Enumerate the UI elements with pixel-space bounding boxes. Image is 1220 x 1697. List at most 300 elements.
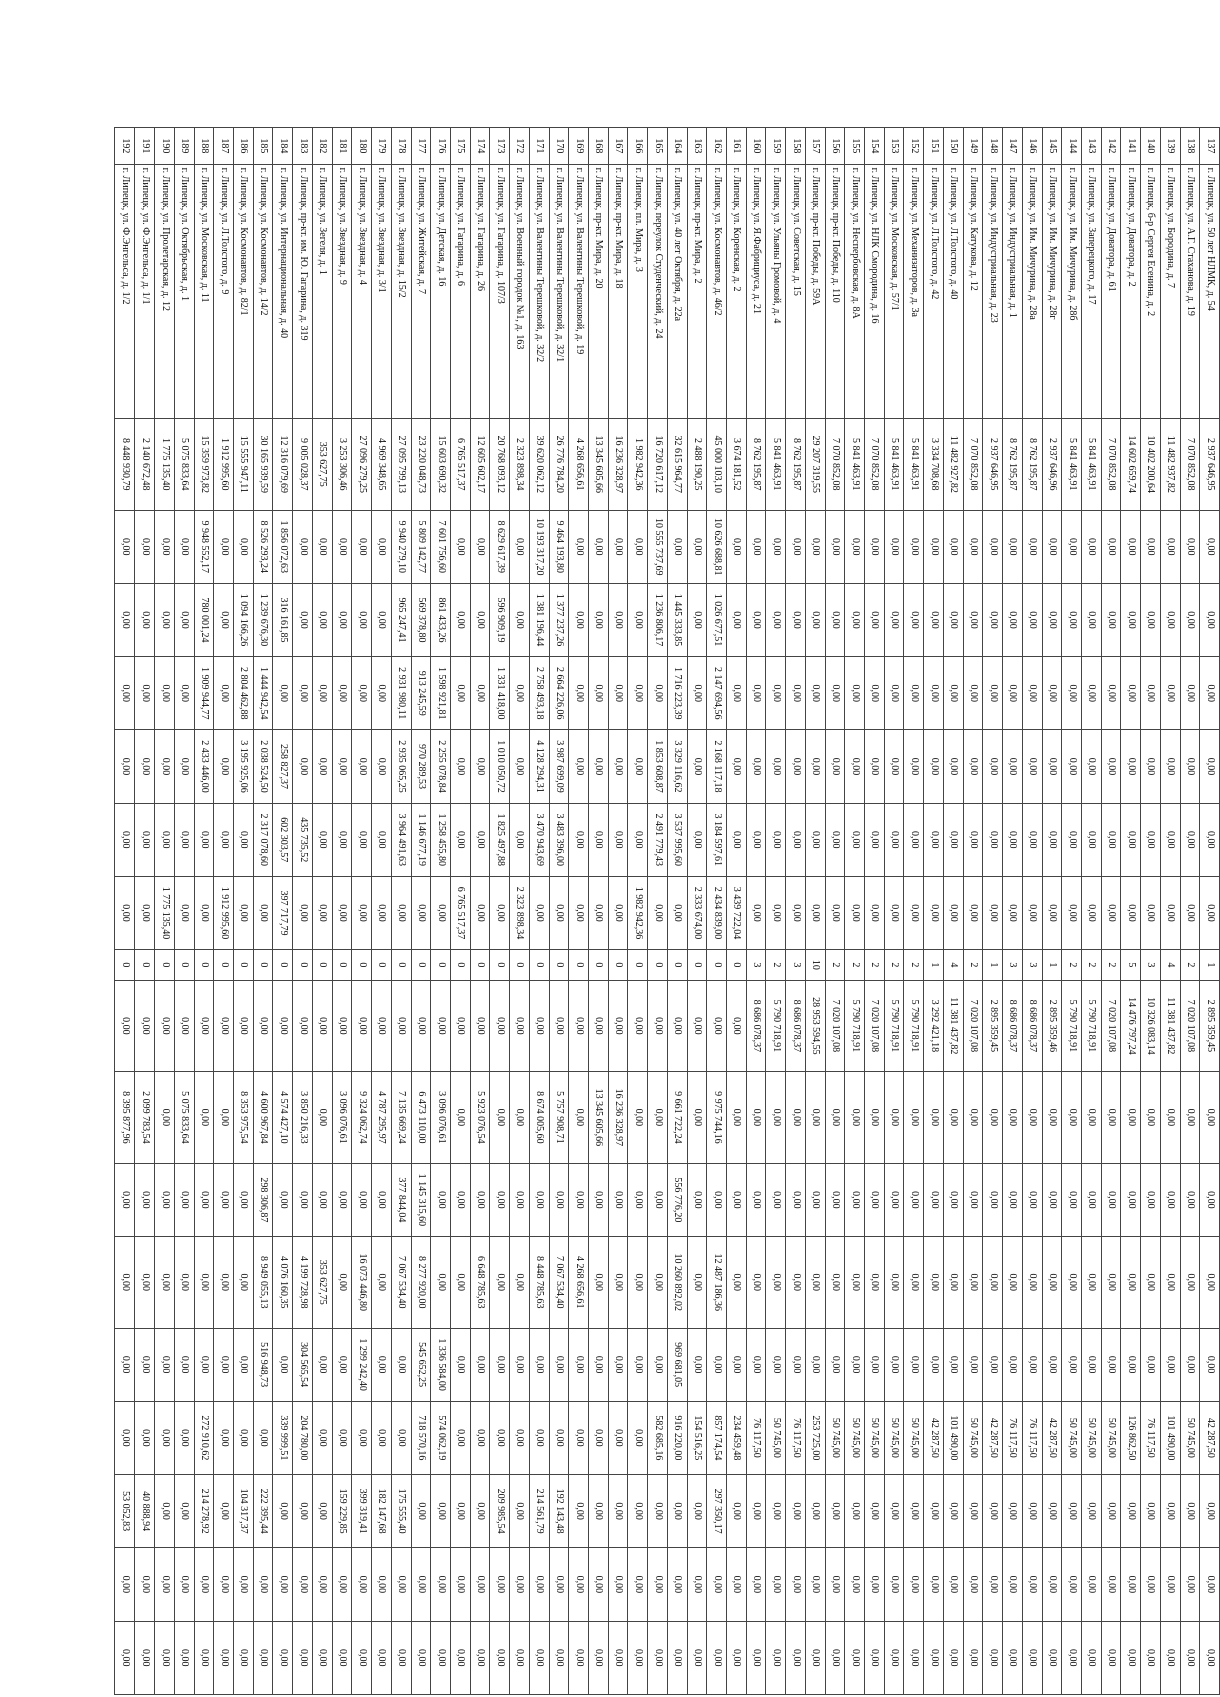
value-cell: 0,00 (115, 1236, 135, 1328)
value-cell: 0,00 (924, 1548, 944, 1621)
value-cell: 0,00 (1042, 1236, 1062, 1328)
value-cell: 0,00 (865, 1328, 885, 1401)
value-cell: 0,00 (510, 730, 530, 803)
value-cell: 0,00 (805, 583, 825, 656)
value-cell: 0,00 (963, 1475, 983, 1548)
address-cell: г. Липецк, ул. Валентины Терешковой, д. 32/2 (529, 164, 549, 418)
value-cell: 0,00 (1121, 876, 1141, 949)
value-cell: 0,00 (983, 803, 1003, 876)
value-cell: 0,00 (115, 1548, 135, 1621)
value-cell: 5 790 718,91 (1081, 980, 1101, 1072)
value-cell: 45 000 103,10 (707, 419, 727, 511)
value-cell: 0,00 (845, 510, 865, 583)
value-cell: 0,00 (115, 657, 135, 730)
row-number: 146 (1022, 128, 1042, 165)
value-cell: 0 (234, 950, 254, 981)
value-cell: 0,00 (904, 1328, 924, 1401)
row-number: 144 (1062, 128, 1082, 165)
value-cell: 0,00 (332, 1621, 352, 1694)
value-cell: 916 220,00 (667, 1401, 687, 1474)
value-cell: 1 775 135,40 (155, 876, 175, 949)
value-cell: 0,00 (174, 1236, 194, 1328)
value-cell: 0,00 (963, 1621, 983, 1694)
table-row (707, 128, 727, 1695)
value-cell: 7 070 852,08 (963, 419, 983, 511)
value-cell: 0,00 (1042, 583, 1062, 656)
value-cell: 0,00 (1003, 1475, 1023, 1548)
value-cell: 0 (549, 950, 569, 981)
value-cell: 0,00 (234, 876, 254, 949)
value-cell: 10 555 737,69 (648, 510, 668, 583)
value-cell: 7 020 107,08 (1180, 980, 1200, 1072)
value-cell: 0,00 (549, 1328, 569, 1401)
value-cell: 0,00 (293, 980, 313, 1072)
value-cell: 0,00 (845, 1163, 865, 1236)
value-cell: 0,00 (372, 510, 392, 583)
value-cell: 397 717,79 (273, 876, 293, 949)
value-cell: 2 804 462,88 (234, 657, 254, 730)
value-cell: 0,00 (707, 1163, 727, 1236)
address-cell: г. Липецк, пр-кт. Мира, д. 20 (589, 164, 609, 418)
value-cell: 9 464 193,80 (549, 510, 569, 583)
value-cell: 0,00 (766, 657, 786, 730)
value-cell: 5 923 076,54 (470, 1072, 490, 1164)
value-cell: 0,00 (608, 1621, 628, 1694)
value-cell: 0,00 (707, 1328, 727, 1401)
address-cell: г. Липецк, ул. Советская, д. 15 (786, 164, 806, 418)
value-cell: 0,00 (155, 1328, 175, 1401)
row-number: 160 (746, 128, 766, 165)
value-cell: 0,00 (608, 1401, 628, 1474)
value-cell: 0,00 (174, 730, 194, 803)
address-cell: г. Липецк, ул. Им. Мичурина, д. 28б (1062, 164, 1082, 418)
table-row (372, 128, 392, 1695)
value-cell: 0,00 (510, 1401, 530, 1474)
value-cell: 0,00 (174, 510, 194, 583)
value-cell: 5 841 463,91 (1081, 419, 1101, 511)
value-cell: 0,00 (1062, 583, 1082, 656)
value-cell: 0,00 (135, 1401, 155, 1474)
value-cell: 40 888,94 (135, 1475, 155, 1548)
value-cell: 6 648 785,63 (470, 1236, 490, 1328)
address-cell: г. Липецк, ул. Космонавтов, д. 82/1 (234, 164, 254, 418)
row-number: 191 (135, 128, 155, 165)
value-cell: 13 345 605,66 (589, 419, 609, 511)
row-number: 157 (805, 128, 825, 165)
value-cell: 0,00 (845, 1548, 865, 1621)
value-cell: 0,00 (983, 657, 1003, 730)
value-cell: 0,00 (687, 730, 707, 803)
value-cell: 0 (727, 950, 747, 981)
value-cell: 0,00 (1003, 510, 1023, 583)
value-cell: 0,00 (727, 980, 747, 1072)
table-row (963, 128, 983, 1695)
value-cell: 0,00 (1042, 1548, 1062, 1621)
table-row (174, 128, 194, 1695)
value-cell: 7 067 534,40 (549, 1236, 569, 1328)
value-cell: 7 070 852,08 (1101, 419, 1121, 511)
value-cell: 0,00 (1003, 1548, 1023, 1621)
value-cell: 9 661 722,24 (667, 1072, 687, 1164)
value-cell: 0,00 (924, 1475, 944, 1548)
value-cell: 0,00 (115, 730, 135, 803)
value-cell: 0,00 (411, 876, 431, 949)
value-cell: 4 787 295,97 (372, 1072, 392, 1164)
value-cell: 0,00 (135, 1548, 155, 1621)
value-cell: 0,00 (569, 1072, 589, 1164)
value-cell: 0,00 (372, 657, 392, 730)
value-cell: 0,00 (1160, 1548, 1180, 1621)
address-cell: г. Липецк, ул. Л.Толстого, д. 9 (214, 164, 234, 418)
value-cell: 0,00 (510, 1328, 530, 1401)
value-cell: 556 776,20 (667, 1163, 687, 1236)
value-cell: 0,00 (490, 1621, 510, 1694)
value-cell: 0,00 (1121, 1236, 1141, 1328)
value-cell: 1 336 584,00 (431, 1328, 451, 1401)
value-cell: 0,00 (1062, 1163, 1082, 1236)
value-cell: 5 790 718,91 (845, 980, 865, 1072)
value-cell: 0,00 (687, 1072, 707, 1164)
value-cell: 16 236 328,97 (608, 1072, 628, 1164)
value-cell: 0,00 (214, 1236, 234, 1328)
value-cell: 0,00 (569, 876, 589, 949)
value-cell: 970 289,53 (411, 730, 431, 803)
table-row (135, 128, 155, 1695)
table-row (1081, 128, 1101, 1695)
value-cell: 0,00 (214, 730, 234, 803)
value-cell: 7 020 107,08 (825, 980, 845, 1072)
value-cell: 0,00 (155, 1621, 175, 1694)
value-cell: 0,00 (391, 1401, 411, 1474)
value-cell: 0,00 (569, 980, 589, 1072)
value-cell: 0,00 (1200, 1072, 1220, 1164)
address-cell: г. Липецк, ул. Катукова, д. 12 (963, 164, 983, 418)
value-cell: 0,00 (943, 1072, 963, 1164)
value-cell: 0,00 (589, 803, 609, 876)
address-cell: г. Липецк, ул. Московская, д. 11 (194, 164, 214, 418)
address-cell: г. Липецк, ул. Интернациональная, д. 40 (273, 164, 293, 418)
value-cell: 0,00 (1101, 657, 1121, 730)
value-cell: 0,00 (924, 803, 944, 876)
value-cell: 0,00 (904, 876, 924, 949)
value-cell: 0,00 (963, 1548, 983, 1621)
value-cell: 399 319,41 (352, 1475, 372, 1548)
value-cell: 0,00 (1200, 1621, 1220, 1694)
value-cell: 0,00 (549, 1163, 569, 1236)
value-cell: 0,00 (510, 1621, 530, 1694)
value-cell: 50 745,00 (884, 1401, 904, 1474)
value-cell: 0,00 (332, 1401, 352, 1474)
value-cell: 0,00 (865, 583, 885, 656)
value-cell: 0,00 (1101, 730, 1121, 803)
value-cell: 0,00 (943, 510, 963, 583)
row-number: 190 (155, 128, 175, 165)
value-cell: 0,00 (214, 980, 234, 1072)
value-cell: 0,00 (608, 1236, 628, 1328)
value-cell: 0,00 (214, 803, 234, 876)
value-cell: 0,00 (983, 1621, 1003, 1694)
value-cell: 0,00 (312, 1401, 332, 1474)
value-cell: 0,00 (1003, 1236, 1023, 1328)
value-cell: 0,00 (746, 1236, 766, 1328)
value-cell: 1 853 608,87 (648, 730, 668, 803)
value-cell: 0,00 (1101, 1236, 1121, 1328)
value-cell: 0,00 (450, 1475, 470, 1548)
value-cell: 0,00 (155, 730, 175, 803)
value-cell: 0,00 (1180, 1236, 1200, 1328)
table-row (234, 128, 254, 1695)
value-cell: 0,00 (1121, 1621, 1141, 1694)
value-cell: 0,00 (727, 1328, 747, 1401)
value-cell: 27 096 279,25 (352, 419, 372, 511)
value-cell: 0,00 (1022, 803, 1042, 876)
address-cell: г. Липецк, пр-кт. им. Ю. Гагарина, д. 319 (293, 164, 313, 418)
value-cell: 969 681,05 (667, 1328, 687, 1401)
value-cell: 0,00 (135, 510, 155, 583)
value-cell: 0,00 (943, 1163, 963, 1236)
value-cell: 0,00 (707, 980, 727, 1072)
value-cell: 0,00 (470, 583, 490, 656)
value-cell: 0,00 (510, 980, 530, 1072)
value-cell: 5 075 833,64 (174, 419, 194, 511)
value-cell: 0,00 (411, 1475, 431, 1548)
value-cell: 0,00 (1200, 730, 1220, 803)
value-cell: 0,00 (253, 980, 273, 1072)
value-cell: 8 686 078,37 (746, 980, 766, 1072)
value-cell: 569 378,80 (411, 583, 431, 656)
value-cell: 0,00 (589, 583, 609, 656)
value-cell: 0 (687, 950, 707, 981)
value-cell: 0,00 (865, 1621, 885, 1694)
value-cell: 0,00 (1062, 1328, 1082, 1401)
value-cell: 0,00 (1141, 1548, 1161, 1621)
value-cell: 0,00 (312, 730, 332, 803)
table-row (569, 128, 589, 1695)
value-cell: 0,00 (727, 1236, 747, 1328)
value-cell: 857 174,54 (707, 1401, 727, 1474)
value-cell: 0,00 (312, 657, 332, 730)
value-cell: 76 117,50 (746, 1401, 766, 1474)
table-row (312, 128, 332, 1695)
value-cell: 1 598 921,81 (431, 657, 451, 730)
value-cell: 0,00 (234, 1163, 254, 1236)
value-cell: 0 (529, 950, 549, 981)
value-cell: 0,00 (589, 1236, 609, 1328)
value-cell: 2 323 898,34 (510, 876, 530, 949)
value-cell: 0,00 (510, 1548, 530, 1621)
value-cell: 3 483 396,00 (549, 803, 569, 876)
value-cell: 0,00 (904, 1548, 924, 1621)
value-cell: 0,00 (1200, 1163, 1220, 1236)
value-cell: 0,00 (1081, 1475, 1101, 1548)
value-cell: 0,00 (983, 1328, 1003, 1401)
value-cell: 0,00 (746, 657, 766, 730)
row-number: 139 (1160, 128, 1180, 165)
value-cell: 0,00 (865, 876, 885, 949)
value-cell: 2 895 359,45 (1200, 980, 1220, 1072)
value-cell: 0,00 (1003, 1328, 1023, 1401)
value-cell: 5 757 908,71 (549, 1072, 569, 1164)
value-cell: 8 762 195,87 (746, 419, 766, 511)
value-cell: 0,00 (569, 657, 589, 730)
table-row (766, 128, 786, 1695)
address-cell: г. Липецк, ул. Детская, д. 16 (431, 164, 451, 418)
value-cell: 0,00 (1081, 1072, 1101, 1164)
value-cell: 0,00 (865, 730, 885, 803)
value-cell: 0,00 (1180, 876, 1200, 949)
value-cell: 297 350,17 (707, 1475, 727, 1548)
value-cell: 0,00 (529, 1328, 549, 1401)
value-cell: 23 220 048,73 (411, 419, 431, 511)
value-cell: 0,00 (667, 1548, 687, 1621)
value-cell: 353 627,75 (312, 1236, 332, 1328)
value-cell: 0,00 (648, 1328, 668, 1401)
value-cell: 76 117,50 (786, 1401, 806, 1474)
value-cell: 50 745,00 (865, 1401, 885, 1474)
value-cell: 5 841 463,91 (845, 419, 865, 511)
value-cell: 0,00 (450, 730, 470, 803)
value-cell: 0,00 (805, 657, 825, 730)
value-cell: 0,00 (372, 1163, 392, 1236)
value-cell: 16 236 328,97 (608, 419, 628, 511)
value-cell: 0,00 (963, 583, 983, 656)
value-cell: 0,00 (608, 657, 628, 730)
value-cell: 0,00 (450, 803, 470, 876)
value-cell: 0,00 (648, 1236, 668, 1328)
value-cell: 7 020 107,08 (963, 980, 983, 1072)
row-number: 147 (1003, 128, 1023, 165)
value-cell: 0,00 (884, 730, 904, 803)
value-cell: 0,00 (1121, 583, 1141, 656)
value-cell: 0,00 (805, 1475, 825, 1548)
row-number: 142 (1101, 128, 1121, 165)
value-cell: 0,00 (372, 1401, 392, 1474)
value-cell: 5 841 463,91 (766, 419, 786, 511)
value-cell: 0,00 (884, 1236, 904, 1328)
table-row (411, 128, 431, 1695)
value-cell: 53 052,83 (115, 1475, 135, 1548)
value-cell: 0,00 (1062, 730, 1082, 803)
value-cell: 13 345 605,66 (589, 1072, 609, 1164)
value-cell: 0,00 (648, 1072, 668, 1164)
value-cell: 0,00 (727, 1072, 747, 1164)
value-cell: 0,00 (667, 1475, 687, 1548)
value-cell: 0,00 (391, 876, 411, 949)
value-cell: 50 745,00 (1101, 1401, 1121, 1474)
value-cell: 0 (608, 950, 628, 981)
row-number: 165 (648, 128, 668, 165)
value-cell: 0,00 (766, 1548, 786, 1621)
value-cell: 8 448 930,79 (115, 419, 135, 511)
value-cell: 0,00 (115, 583, 135, 656)
value-cell: 0,00 (569, 1163, 589, 1236)
value-cell: 0,00 (746, 1072, 766, 1164)
value-cell: 0,00 (1141, 1236, 1161, 1328)
value-cell: 0,00 (786, 1548, 806, 1621)
value-cell: 0,00 (174, 1621, 194, 1694)
value-cell: 0,00 (628, 583, 648, 656)
value-cell: 0,00 (1121, 510, 1141, 583)
value-cell: 10 260 892,02 (667, 1236, 687, 1328)
value-cell: 0,00 (786, 583, 806, 656)
value-cell: 159 229,85 (332, 1475, 352, 1548)
value-cell: 5 809 142,77 (411, 510, 431, 583)
value-cell: 0,00 (884, 1548, 904, 1621)
value-cell: 0,00 (1141, 803, 1161, 876)
value-cell: 0,00 (884, 1328, 904, 1401)
value-cell: 0,00 (115, 803, 135, 876)
value-cell: 0,00 (766, 730, 786, 803)
table-row (450, 128, 470, 1695)
value-cell: 0,00 (431, 1548, 451, 1621)
value-cell: 0,00 (766, 1163, 786, 1236)
table-row (115, 128, 135, 1695)
value-cell: 0,00 (174, 803, 194, 876)
value-cell: 0,00 (1141, 1072, 1161, 1164)
value-cell: 0,00 (253, 876, 273, 949)
value-cell: 182 147,68 (372, 1475, 392, 1548)
value-cell: 0,00 (1003, 876, 1023, 949)
value-cell: 0 (411, 950, 431, 981)
value-cell: 28 953 594,55 (805, 980, 825, 1072)
value-cell: 0,00 (983, 510, 1003, 583)
value-cell: 0,00 (510, 510, 530, 583)
value-cell: 0,00 (904, 803, 924, 876)
address-cell: г. Липецк, пр-кт. Мира, д. 2 (687, 164, 707, 418)
value-cell: 0,00 (312, 1163, 332, 1236)
value-cell: 30 165 939,59 (253, 419, 273, 511)
value-cell: 0,00 (1101, 583, 1121, 656)
value-cell: 2 937 646,95 (983, 419, 1003, 511)
value-cell: 1 982 942,36 (628, 876, 648, 949)
value-cell: 0,00 (1121, 1548, 1141, 1621)
value-cell: 0,00 (450, 657, 470, 730)
table-row (155, 128, 175, 1695)
value-cell: 2 (1062, 950, 1082, 981)
value-cell: 2 931 980,11 (391, 657, 411, 730)
value-cell: 0,00 (1160, 1236, 1180, 1328)
table-row (431, 128, 451, 1695)
value-cell: 0,00 (155, 803, 175, 876)
value-cell: 1 909 944,77 (194, 657, 214, 730)
value-cell: 0,00 (884, 1072, 904, 1164)
value-cell: 0,00 (312, 1621, 332, 1694)
value-cell: 0,00 (845, 1072, 865, 1164)
row-number: 192 (115, 128, 135, 165)
value-cell: 0 (352, 950, 372, 981)
value-cell: 0,00 (628, 1328, 648, 1401)
value-cell: 0,00 (904, 1621, 924, 1694)
value-cell: 2 038 524,50 (253, 730, 273, 803)
value-cell: 8 949 055,13 (253, 1236, 273, 1328)
value-cell: 0,00 (766, 510, 786, 583)
row-number: 178 (391, 128, 411, 165)
row-number: 186 (234, 128, 254, 165)
value-cell: 0,00 (1121, 1163, 1141, 1236)
value-cell: 0,00 (1042, 876, 1062, 949)
value-cell: 0,00 (1062, 1072, 1082, 1164)
value-cell: 0 (135, 950, 155, 981)
value-cell: 50 745,00 (766, 1401, 786, 1474)
value-cell: 10 (805, 950, 825, 981)
value-cell: 0,00 (825, 657, 845, 730)
value-cell: 0,00 (786, 803, 806, 876)
address-cell: г. Липецк, ул. Л.Толстого, д. 40 (943, 164, 963, 418)
value-cell: 0,00 (273, 1621, 293, 1694)
value-cell: 0,00 (805, 1236, 825, 1328)
value-cell: 0,00 (234, 1548, 254, 1621)
address-cell: г. Липецк, ул. Гагарина, д. 107/3 (490, 164, 510, 418)
